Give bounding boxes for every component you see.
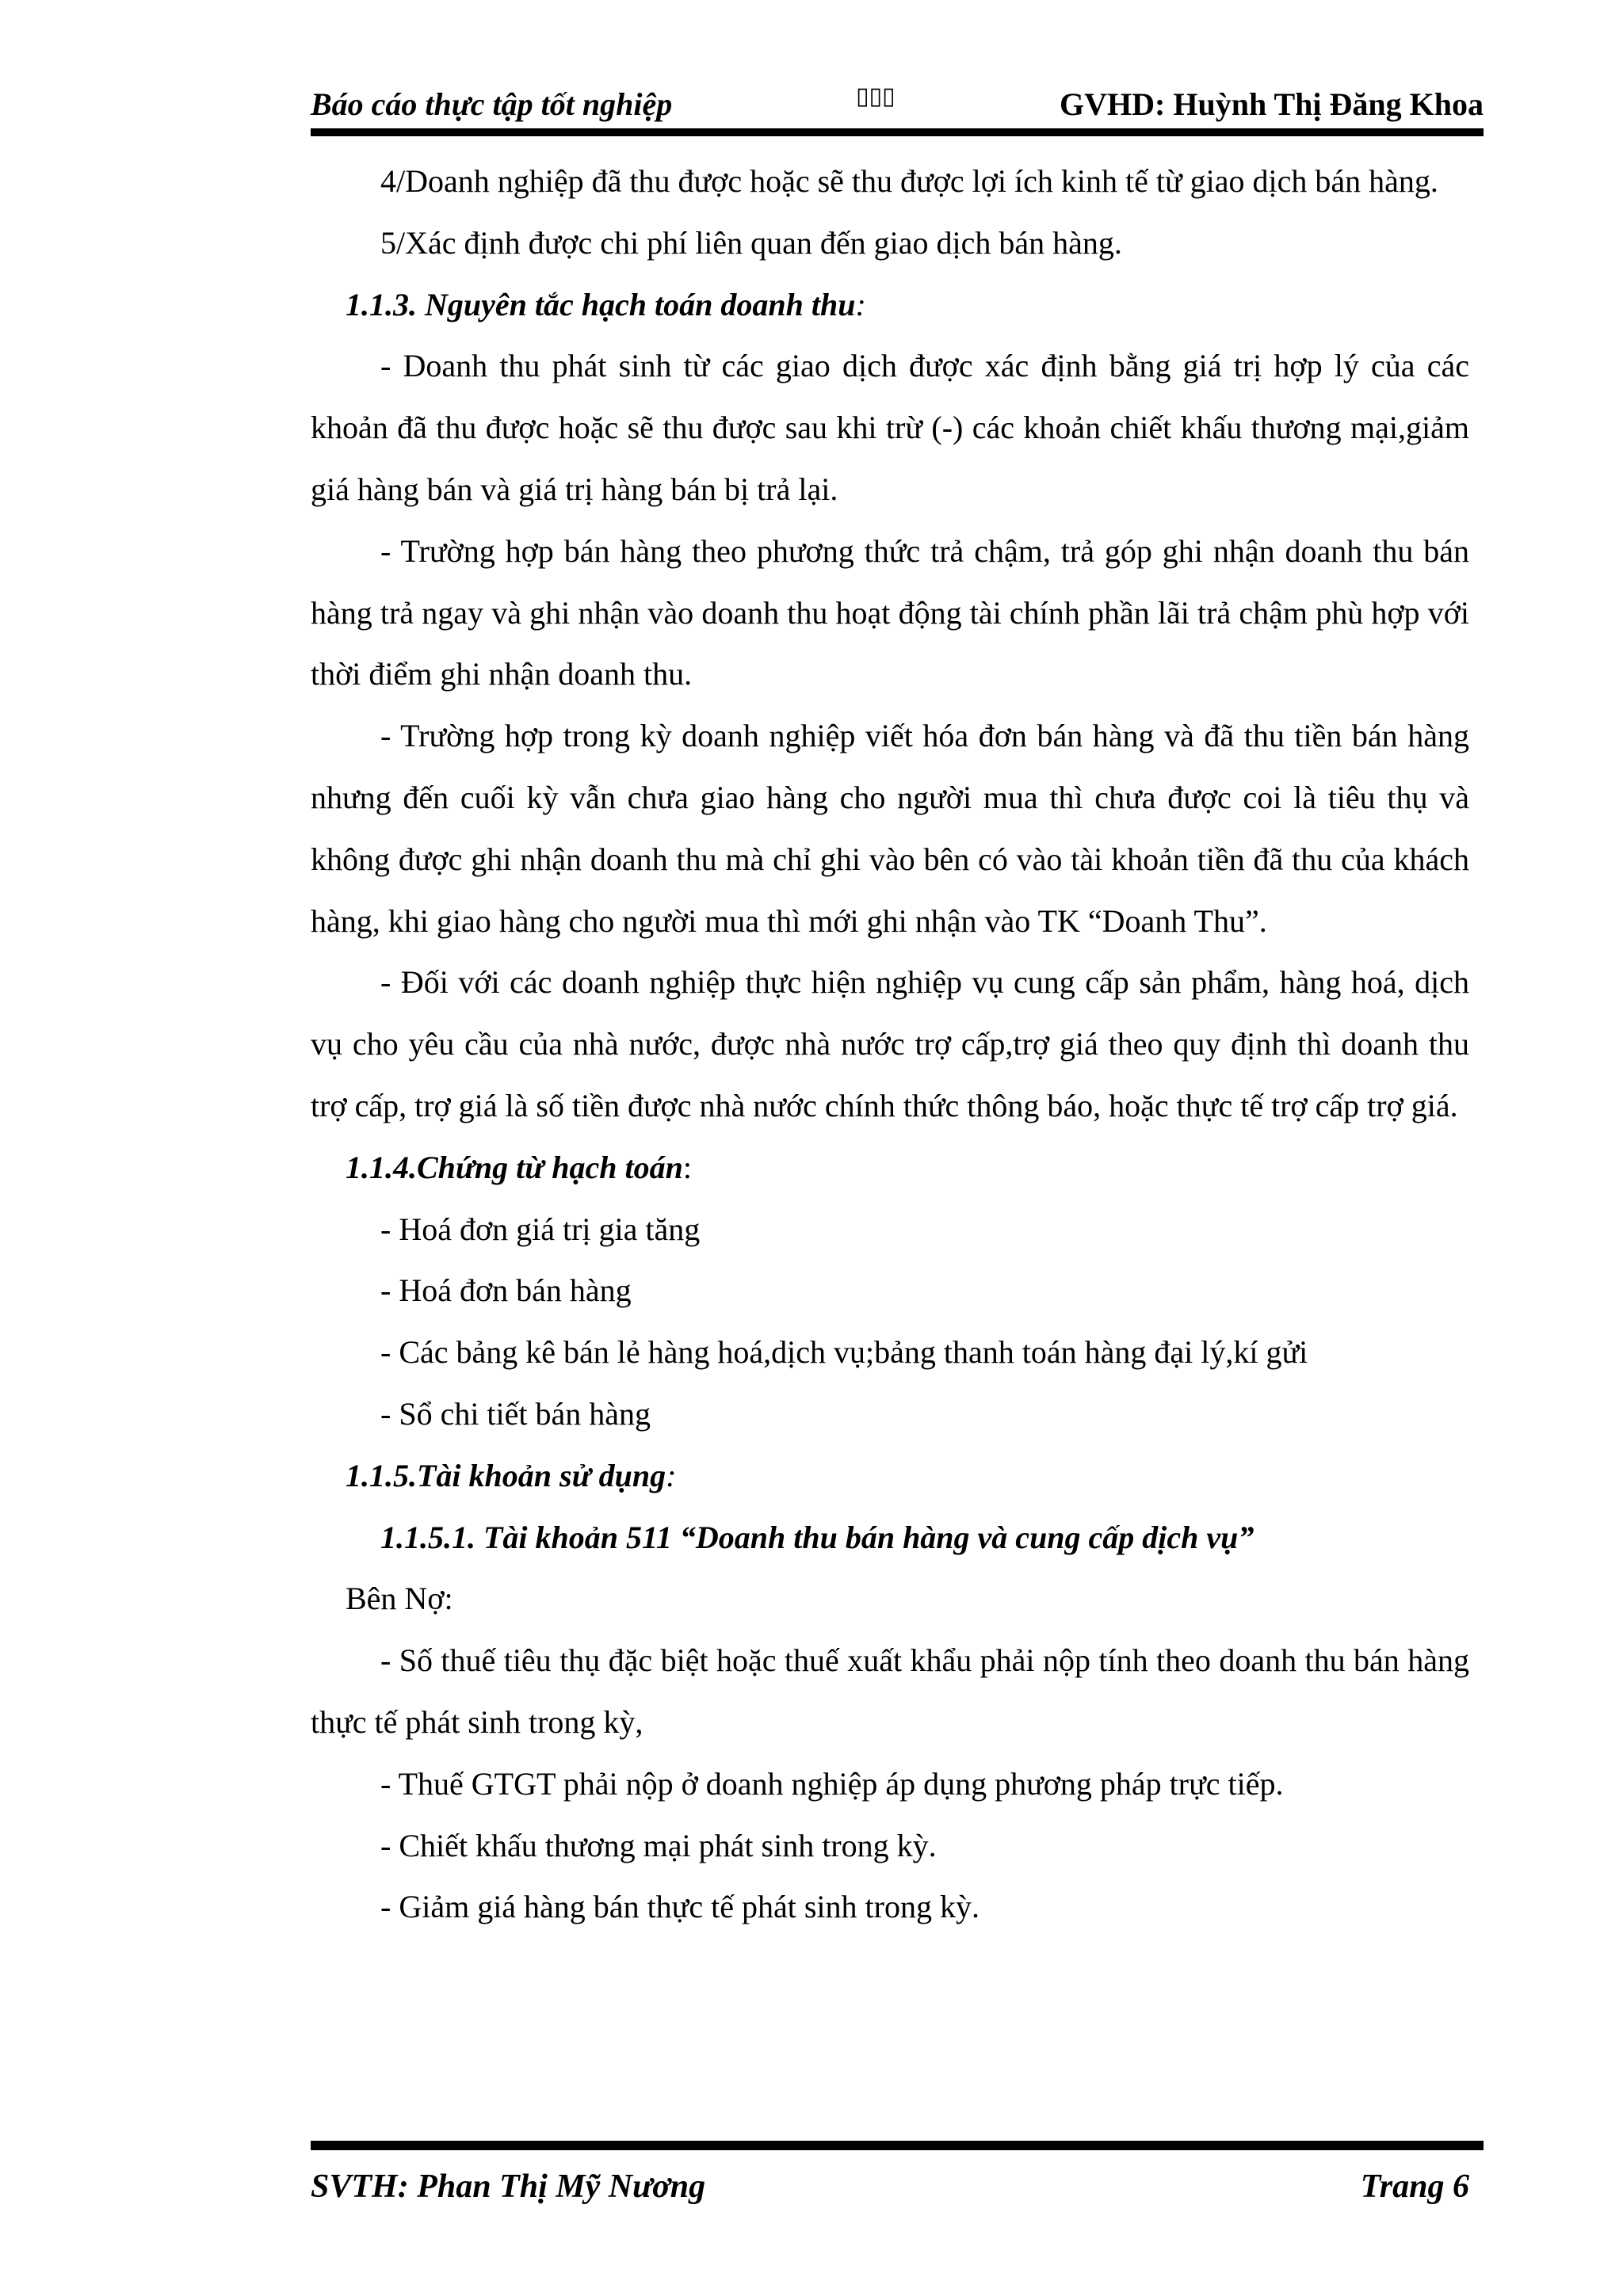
paragraph: - Trường hợp bán hàng theo phương thức trả chậm, trả góp ghi nhận doanh thu bán hàng trả ngay và ghi nhận vào doanh thu hoạt động tài chính phần lãi trả chậm phù hợp với thời điểm ghi nhận doanh thu. xyxy=(311,532,1469,692)
section-heading-text: 1.1.5.Tài khoản sử dụng xyxy=(346,1457,666,1493)
section-heading-1-1-4: 1.1.4.Chứng từ hạch toán: xyxy=(346,1149,692,1185)
paragraph: 4/Doanh nghiệp đã thu được hoặc sẽ thu được lợi ích kinh tế từ giao dịch bán hàng. xyxy=(380,163,1438,199)
section-heading-text: 1.1.4.Chứng từ hạch toán xyxy=(346,1149,683,1185)
paragraph: - Đối với các doanh nghiệp thực hiện nghiệp vụ cung cấp sản phẩm, hàng hoá, dịch vụ cho yêu cầu của nhà nước, được nhà nước trợ cấp,trợ giá theo quy định thì doanh thu trợ cấp, trợ giá là số tiền được nhà nước chính thức thông báo, hoặc thực tế trợ cấp trợ giá. xyxy=(311,964,1469,1123)
page-body xyxy=(311,151,1469,1938)
list-item: - Hoá đơn giá trị gia tăng xyxy=(380,1211,701,1247)
page-header xyxy=(311,79,1484,124)
section-heading-1-1-3: 1.1.3. Nguyên tắc hạch toán doanh thu: xyxy=(346,286,866,322)
header-report-title: Báo cáo thực tập tốt nghiệp xyxy=(311,86,673,122)
subsection-heading-1-1-5-1: 1.1.5.1. Tài khoản 511 “Doanh thu bán hàng và cung cấp dịch vụ” xyxy=(380,1519,1254,1555)
header-rule xyxy=(311,128,1484,136)
list-item: - Chiết khấu thương mại phát sinh trong kỳ. xyxy=(380,1827,937,1863)
section-heading-text: 1.1.3. Nguyên tắc hạch toán doanh thu xyxy=(346,286,856,322)
paragraph: - Trường hợp trong kỳ doanh nghiệp viết hóa đơn bán hàng và đã thu tiền bán hàng nhưng đến cuối kỳ vẫn chưa giao hàng cho người mua thì chưa được coi là tiêu thụ và không được ghi nhận doanh thu mà chỉ ghi vào bên có vào tài khoản tiền đã thu của khách hàng, khi giao hàng cho người mua thì mới ghi nhận vào TK “Doanh Thu”. xyxy=(311,718,1469,939)
debit-side-label: Bên Nợ: xyxy=(346,1581,453,1617)
page-number: Trang 6 xyxy=(1360,2168,1469,2205)
list-item: - Thuế GTGT phải nộp ở doanh nghiệp áp dụng phương pháp trực tiếp. xyxy=(380,1765,1284,1802)
page-footer xyxy=(311,2163,1469,2210)
paragraph: 5/Xác định được chi phí liên quan đến giao dịch bán hàng. xyxy=(380,224,1122,261)
footer-student: SVTH: Phan Thị Mỹ Nương xyxy=(311,2168,706,2205)
footer-rule xyxy=(311,2141,1484,2150)
paragraph: - Doanh thu phát sinh từ các giao dịch được xác định bằng giá trị hợp lý của các khoản đã thu được hoặc sẽ thu được sau khi trừ (-) các khoản chiết khấu thương mại,giảm giá hàng bán và giá trị hàng bán bị trả lại. xyxy=(311,348,1469,507)
header-advisor: GVHD: Huỳnh Thị Đăng Khoa xyxy=(1060,86,1484,122)
header-ornament: ▯▯▯ xyxy=(856,82,896,110)
list-item: - Giảm giá hàng bán thực tế phát sinh trong kỳ. xyxy=(380,1889,980,1925)
section-heading-1-1-5: 1.1.5.Tài khoản sử dụng: xyxy=(346,1457,677,1493)
list-item: - Hoá đơn bán hàng xyxy=(380,1272,632,1309)
list-item: - Sổ chi tiết bán hàng xyxy=(380,1395,651,1432)
paragraph: - Số thuế tiêu thụ đặc biệt hoặc thuế xuất khẩu phải nộp tính theo doanh thu bán hàng thực tế phát sinh trong kỳ, xyxy=(311,1642,1469,1740)
list-item: - Các bảng kê bán lẻ hàng hoá,dịch vụ;bảng thanh toán hàng đại lý,kí gửi xyxy=(380,1334,1308,1371)
